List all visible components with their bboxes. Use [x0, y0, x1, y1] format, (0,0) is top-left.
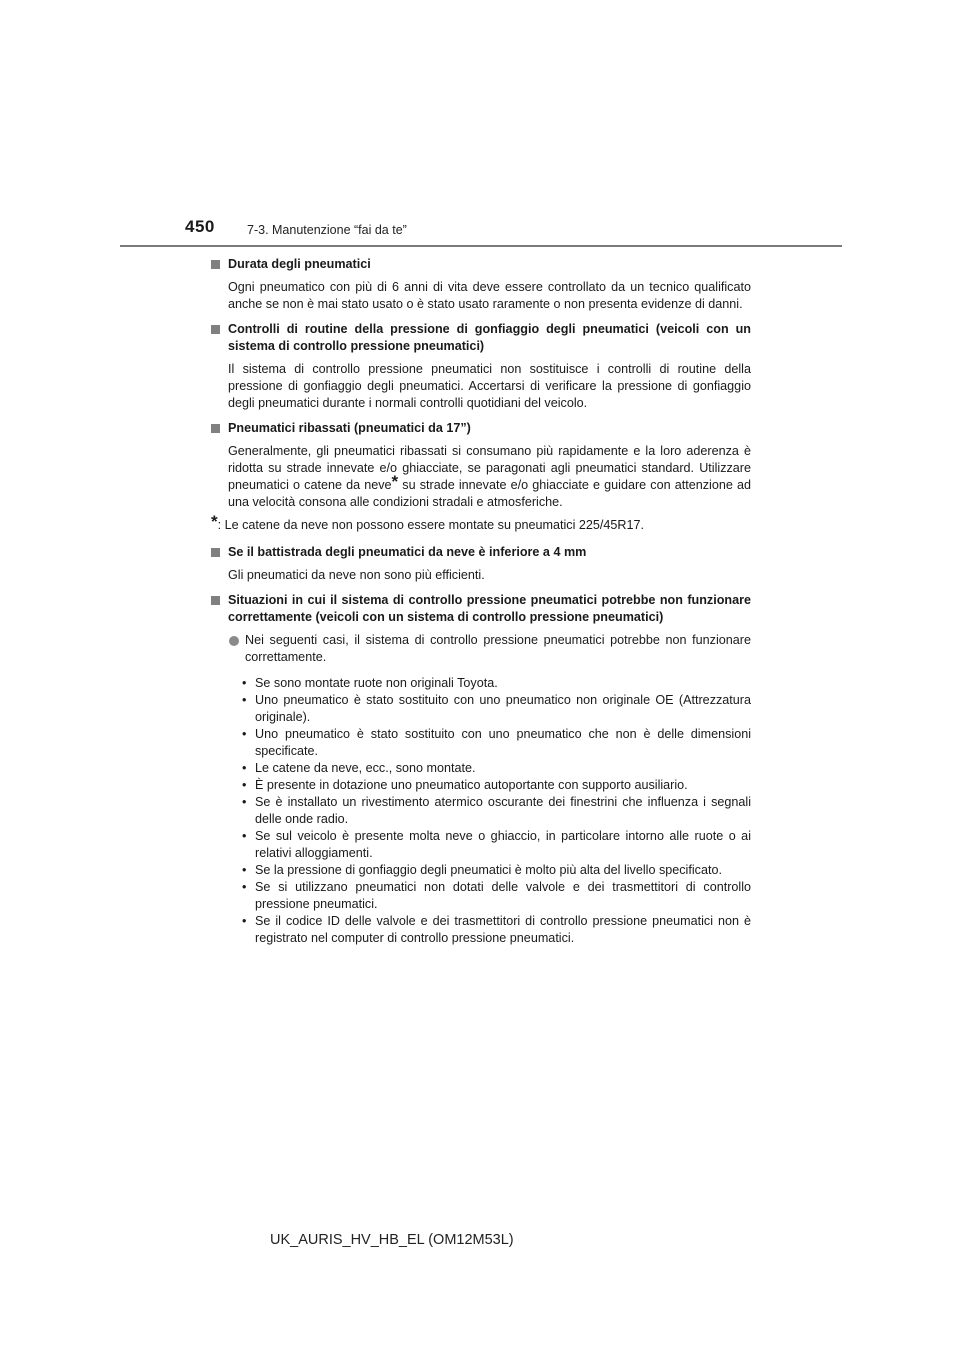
- circle-item-text: Nei seguenti casi, il sistema di controllo pressione pneumatici potrebbe non funzionare correttamente.: [245, 633, 751, 664]
- list-item: • Uno pneumatico è stato sostituito con uno pneumatico non originale OE (Attrezzatura originale).: [242, 692, 751, 726]
- footnote-text: : Le catene da neve non possono essere montate su pneumatici 225/45R17.: [217, 518, 645, 532]
- list-item: • È presente in dotazione uno pneumatico autoportante con supporto ausiliario.: [242, 777, 751, 794]
- list-item: • Se sono montate ruote non originali Toyota.: [242, 675, 751, 692]
- list-item: • Le catene da neve, ecc., sono montate.: [242, 760, 751, 777]
- section-title: 7-3. Manutenzione “fai da te”: [247, 223, 407, 237]
- list-item: • Se la pressione di gonfiaggio degli pneumatici è molto più alta del livello specificato.: [242, 862, 751, 879]
- section-heading: [211, 592, 751, 626]
- square-bullet-icon: [211, 596, 220, 605]
- footnote: [211, 512, 751, 534]
- section-body: Ogni pneumatico con più di 6 anni di vita deve essere controllato da un tecnico qualificato anche se non è mai stato usato o è stato usato raramente o non presenta evidenze di danni.: [228, 280, 751, 311]
- square-bullet-icon: [211, 424, 220, 433]
- body-part-1: Generalmente, gli pneumatici ribassati si consumano più rapidamente e la loro aderenza è ridotta su strade innevate e/o ghiacciate, se paragonati agli pneumatici standard. Utilizzare pneumatici o catene da neve: [228, 444, 751, 492]
- section-body: [211, 443, 751, 511]
- header-divider: [120, 245, 842, 247]
- section-tire-lifespan: [211, 256, 751, 313]
- square-bullet-icon: [211, 260, 220, 269]
- heading-text: Controlli di routine della pressione di gonfiaggio degli pneumatici (veicoli con un sistema di controllo pressione pneumatici): [228, 322, 751, 353]
- section-heading: [211, 420, 751, 437]
- list-item: • Uno pneumatico è stato sostituito con uno pneumatico che non è delle dimensioni specificate.: [242, 726, 751, 760]
- footnote-marker: *: [391, 472, 399, 491]
- page-number: 450: [185, 217, 215, 236]
- heading-text: Se il battistrada degli pneumatici da neve è inferiore a 4 mm: [228, 545, 587, 559]
- section-snow-tire-tread: [211, 544, 751, 584]
- page-content: [211, 256, 751, 955]
- heading-text: Situazioni in cui il sistema di controllo pressione pneumatici potrebbe non funzionare correttamente (veicoli con un sistema di controllo pressione pneumatici): [228, 593, 751, 624]
- square-bullet-icon: [211, 325, 220, 334]
- body-part-2: su strade innevate e/o ghiacciate e guidare con attenzione ad una velocità consona alle condizioni stradali e atmosferiche.: [228, 478, 751, 509]
- section-body: Gli pneumatici da neve non sono più efficienti.: [228, 568, 485, 582]
- heading-text: Pneumatici ribassati (pneumatici da 17”): [228, 421, 471, 435]
- section-pressure-checks: [211, 321, 751, 412]
- circle-bullet-icon: [229, 636, 239, 646]
- list-item: • Se sul veicolo è presente molta neve o ghiaccio, in particolare intorno alle ruote o ai relativi alloggiamenti.: [242, 828, 751, 862]
- heading-text: Durata degli pneumatici: [228, 257, 371, 271]
- footnote-star: *: [211, 512, 218, 531]
- section-heading: [211, 544, 751, 561]
- list-item: • Se si utilizzano pneumatici non dotati delle valvole e dei trasmettitori di controllo pressione pneumatici.: [242, 879, 751, 913]
- section-low-profile-tires: [211, 420, 751, 534]
- list-item: • Se il codice ID delle valvole e dei trasmettitori di controllo pressione pneumatici non è registrato nel computer di controllo pressione pneumatici.: [242, 913, 751, 947]
- circle-item: [211, 632, 751, 666]
- section-body: Il sistema di controllo pressione pneumatici non sostituisce i controlli di routine della pressione di gonfiaggio degli pneumatici. Accertarsi di verificare la pressione di gonfiaggio degli pneumatici durante i normali controlli quotidiani del veicolo.: [228, 362, 751, 410]
- section-tpms-malfunction: [211, 592, 751, 947]
- square-bullet-icon: [211, 548, 220, 557]
- section-heading: [211, 321, 751, 355]
- list-item: • Se è installato un rivestimento atermico oscurante dei finestrini che influenza i segnali delle onde radio.: [242, 794, 751, 828]
- document-code: UK_AURIS_HV_HB_EL (OM12M53L): [270, 1232, 514, 1248]
- condition-list: [211, 675, 751, 947]
- section-heading: [211, 256, 751, 273]
